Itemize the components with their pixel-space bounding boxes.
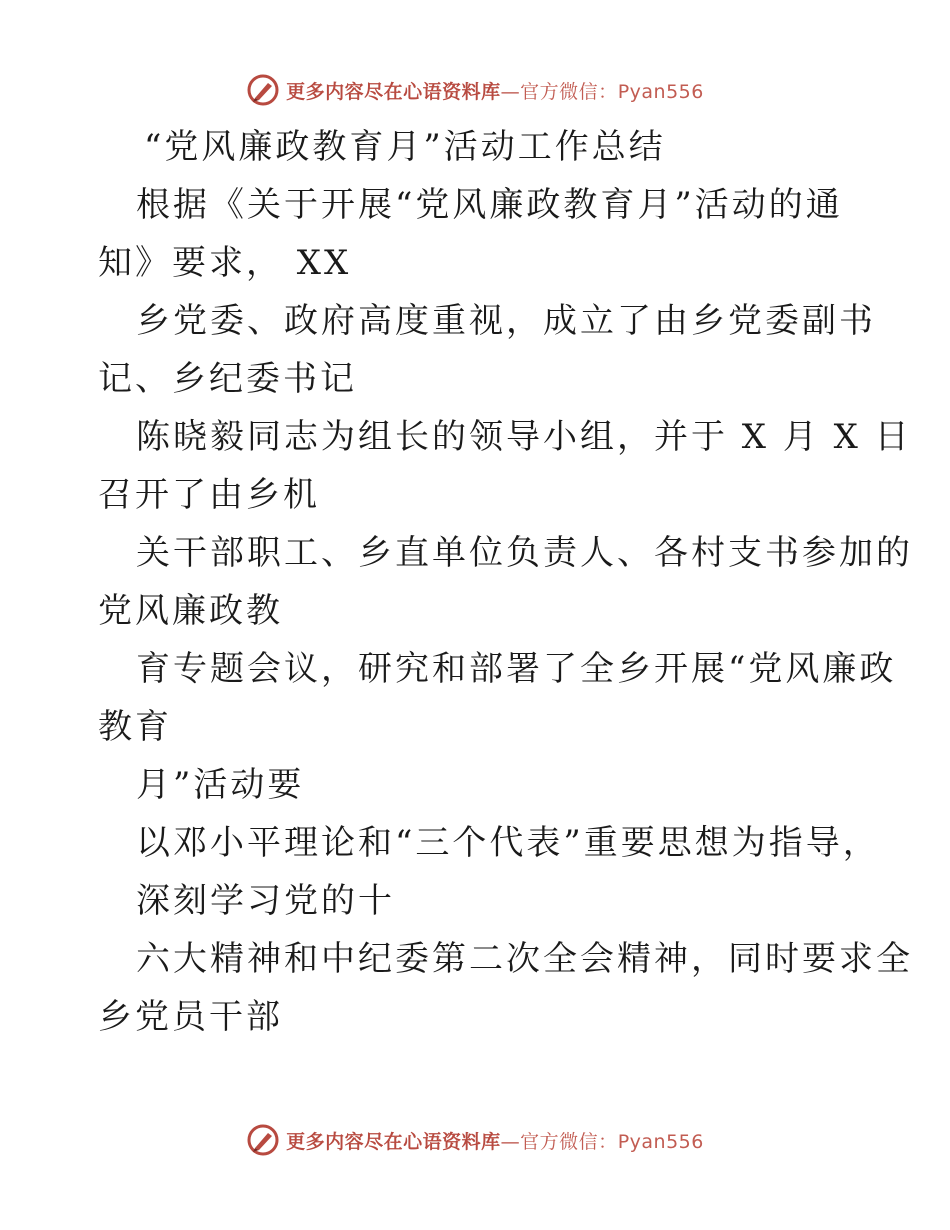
paragraph-line: 召开了由乡机: [98, 475, 320, 515]
paragraph-line: 育专题会议，研究和部署了全乡开展“党风廉政: [136, 649, 897, 689]
document-body: [98, 118, 913, 1046]
paragraph-line: 知》要求， XX: [98, 243, 352, 283]
watermark-text: 更多内容尽在心语资料库—官方微信：Pyan556: [286, 1130, 704, 1153]
paragraph-line: 乡党委、政府高度重视，成立了由乡党委副书: [136, 301, 876, 341]
pen-logo-icon: [246, 73, 280, 107]
header-watermark: [0, 70, 950, 110]
paragraph-line: 深刻学习党的十: [136, 881, 395, 921]
pen-logo-icon: [246, 1123, 280, 1157]
paragraph-line: 教育: [98, 707, 172, 747]
paragraph-line: 记、乡纪委书记: [98, 359, 357, 399]
paragraph-line: 乡党员干部: [98, 997, 283, 1037]
paragraph-line: 以邓小平理论和“三个代表”重要思想为指导，: [136, 823, 880, 863]
footer-watermark: [0, 1120, 950, 1160]
paragraph-line: 月”活动要: [136, 765, 305, 805]
document-title: “党风廉政教育月”活动工作总结: [144, 127, 666, 167]
watermark-text: 更多内容尽在心语资料库—官方微信：Pyan556: [286, 80, 704, 103]
paragraph-line: 六大精神和中纪委第二次全会精神，同时要求全: [136, 939, 913, 979]
paragraph-line: 关干部职工、乡直单位负责人、各村支书参加的: [136, 533, 913, 573]
paragraph-line: 陈晓毅同志为组长的领导小组，并于 X 月 X 日: [136, 417, 912, 457]
paragraph-line: 党风廉政教: [98, 591, 283, 631]
paragraph-line: 根据《关于开展“党风廉政教育月”活动的通: [136, 185, 843, 225]
